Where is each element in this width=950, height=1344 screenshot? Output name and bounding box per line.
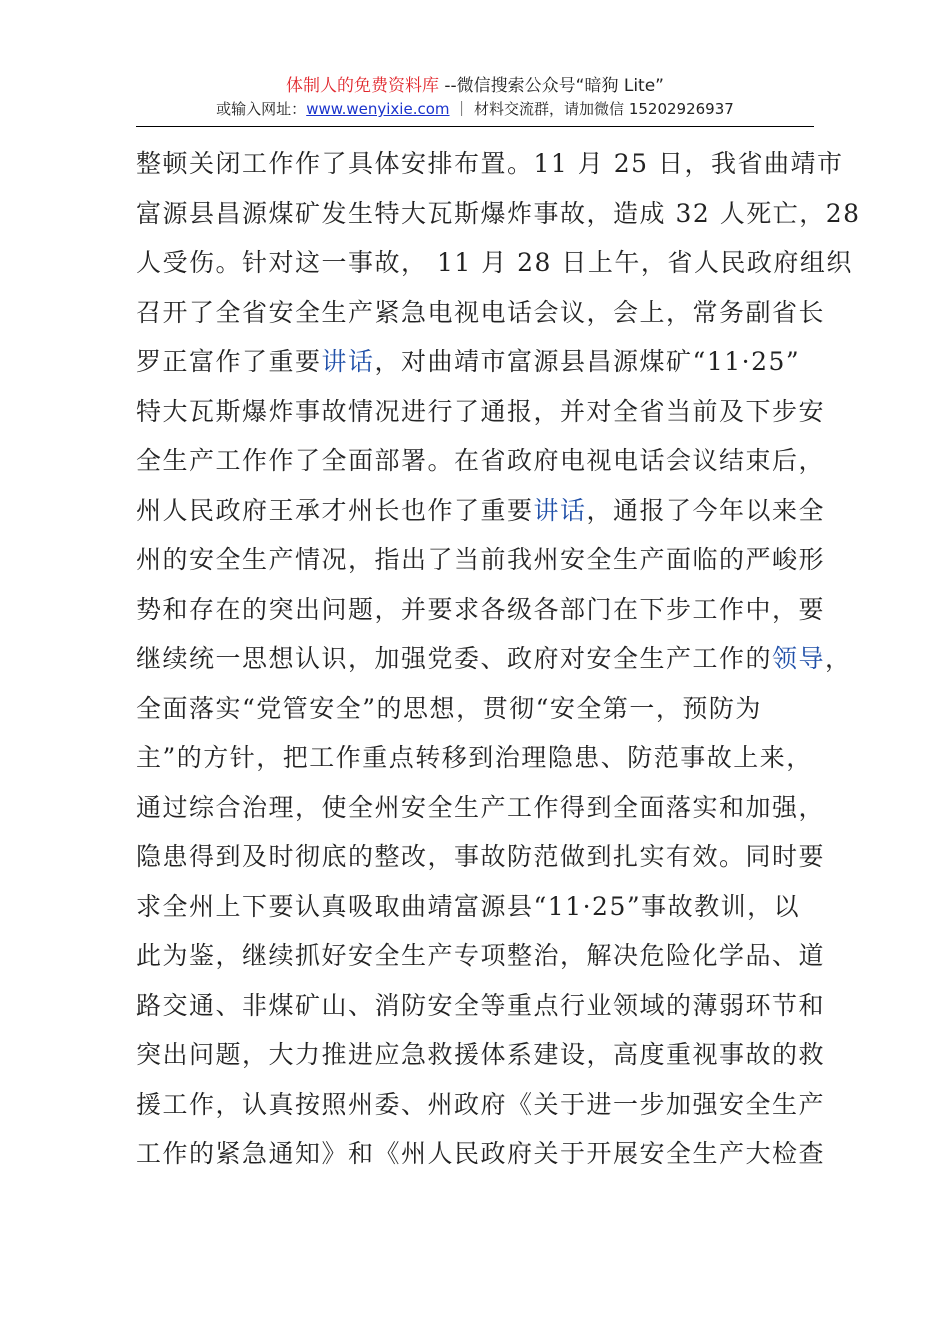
header-brand: 体制人的免费资料库: [285, 76, 439, 96]
body-line: [136, 1080, 826, 1130]
body-line: [136, 1030, 826, 1080]
body-text-run: 此为鉴，继续抓好安全生产专项整治，解决危险化学品、道: [136, 941, 826, 970]
body-line: [136, 1129, 826, 1179]
body-text-run: 隐患得到及时彻底的整改，事故防范做到扎实有效。同时要: [136, 842, 826, 871]
body-text-run: 路交通、非煤矿山、消防安全等重点行业领域的薄弱环节和: [136, 990, 826, 1020]
body-text-run: 特大瓦斯爆炸事故情况进行了通报，并对全省当前及下步安: [136, 396, 826, 426]
body-line: [136, 189, 861, 239]
body-text-run: 全面落实“党管安全”的思想，贯彻“安全第一，预防为: [136, 693, 762, 723]
body-text: [136, 139, 861, 1179]
body-line: [136, 387, 826, 437]
header-contact-line: [136, 98, 814, 120]
body-text-run: 势和存在的突出问题，并要求各级各部门在下步工作中，要: [136, 594, 826, 624]
body-line: [136, 585, 826, 635]
body-line: [136, 535, 826, 585]
body-text-run: ，对曲靖市富源县昌源煤矿“11·25”: [374, 347, 801, 376]
body-text-run: 主”的方针，把工作重点转移到治理隐患、防范事故上来，: [136, 743, 813, 772]
body-text-run: 召开了全省安全生产紧急电视电话会议，会上，常务副省长: [136, 297, 826, 327]
body-line: [136, 783, 826, 833]
body-text-run: ，: [825, 644, 852, 673]
body-text-run: 援工作，认真按照州委、州政府《关于进一步加强安全生产: [136, 1089, 826, 1119]
body-text-run: 求全州上下要认真吸取曲靖富源县“11·25”事故教训，以: [136, 891, 801, 921]
body-line: [136, 882, 826, 932]
body-line: [136, 486, 826, 536]
body-text-run: ，通报了今年以来全: [586, 495, 826, 525]
body-line: [136, 634, 852, 684]
body-line: [136, 931, 826, 981]
header-divider: [136, 126, 814, 127]
header-url-link[interactable]: www.wenyixie.com: [306, 100, 450, 118]
body-line: [136, 139, 844, 189]
header-tagline: --微信搜索公众号“暗狗 Lite”: [438, 76, 664, 96]
body-text-run: 整顿关闭工作作了具体安排布置。11 月 25 日，我省曲靖市: [136, 149, 844, 178]
body-line: [136, 436, 826, 486]
body-text-run: 通过综合治理，使全州安全生产工作得到全面落实和加强，: [136, 792, 826, 822]
inline-link[interactable]: 讲话: [321, 347, 375, 376]
body-line: [136, 981, 826, 1031]
body-text-run: 全生产工作作了全面部署。在省政府电视电话会议结束后，: [136, 446, 826, 475]
body-line: [136, 733, 826, 783]
body-line: [136, 832, 826, 882]
header-contact: ｜ 材料交流群，请加微信 15202926937: [449, 100, 734, 118]
page-header: [136, 74, 814, 120]
body-line: [136, 337, 826, 387]
body-text-run: 州的安全生产情况，指出了当前我州安全生产面临的严峻形: [136, 545, 826, 574]
body-line: [136, 684, 826, 734]
body-text-run: 罗正富作了重要: [136, 347, 322, 376]
inline-link[interactable]: 领导: [772, 644, 826, 673]
body-text-run: 继续统一思想认识，加强党委、政府对安全生产工作的: [136, 644, 773, 673]
body-text-run: 突出问题，大力推进应急救援体系建设，高度重视事故的救: [136, 1040, 826, 1069]
body-text-run: 州人民政府王承才州长也作了重要: [136, 495, 534, 525]
body-line: [136, 238, 853, 288]
header-title-line: [136, 74, 814, 98]
body-text-run: 工作的紧急通知》和《州人民政府关于开展安全生产大检查: [136, 1139, 826, 1168]
body-line: [136, 288, 826, 338]
header-url-prefix: 或输入网址：: [216, 100, 307, 118]
inline-link[interactable]: 讲话: [533, 495, 587, 525]
body-text-run: 富源县昌源煤矿发生特大瓦斯爆炸事故，造成 32 人死亡，28: [136, 198, 861, 228]
body-text-run: 人受伤。针对这一事故， 11 月 28 日上午，省人民政府组织: [136, 248, 853, 277]
